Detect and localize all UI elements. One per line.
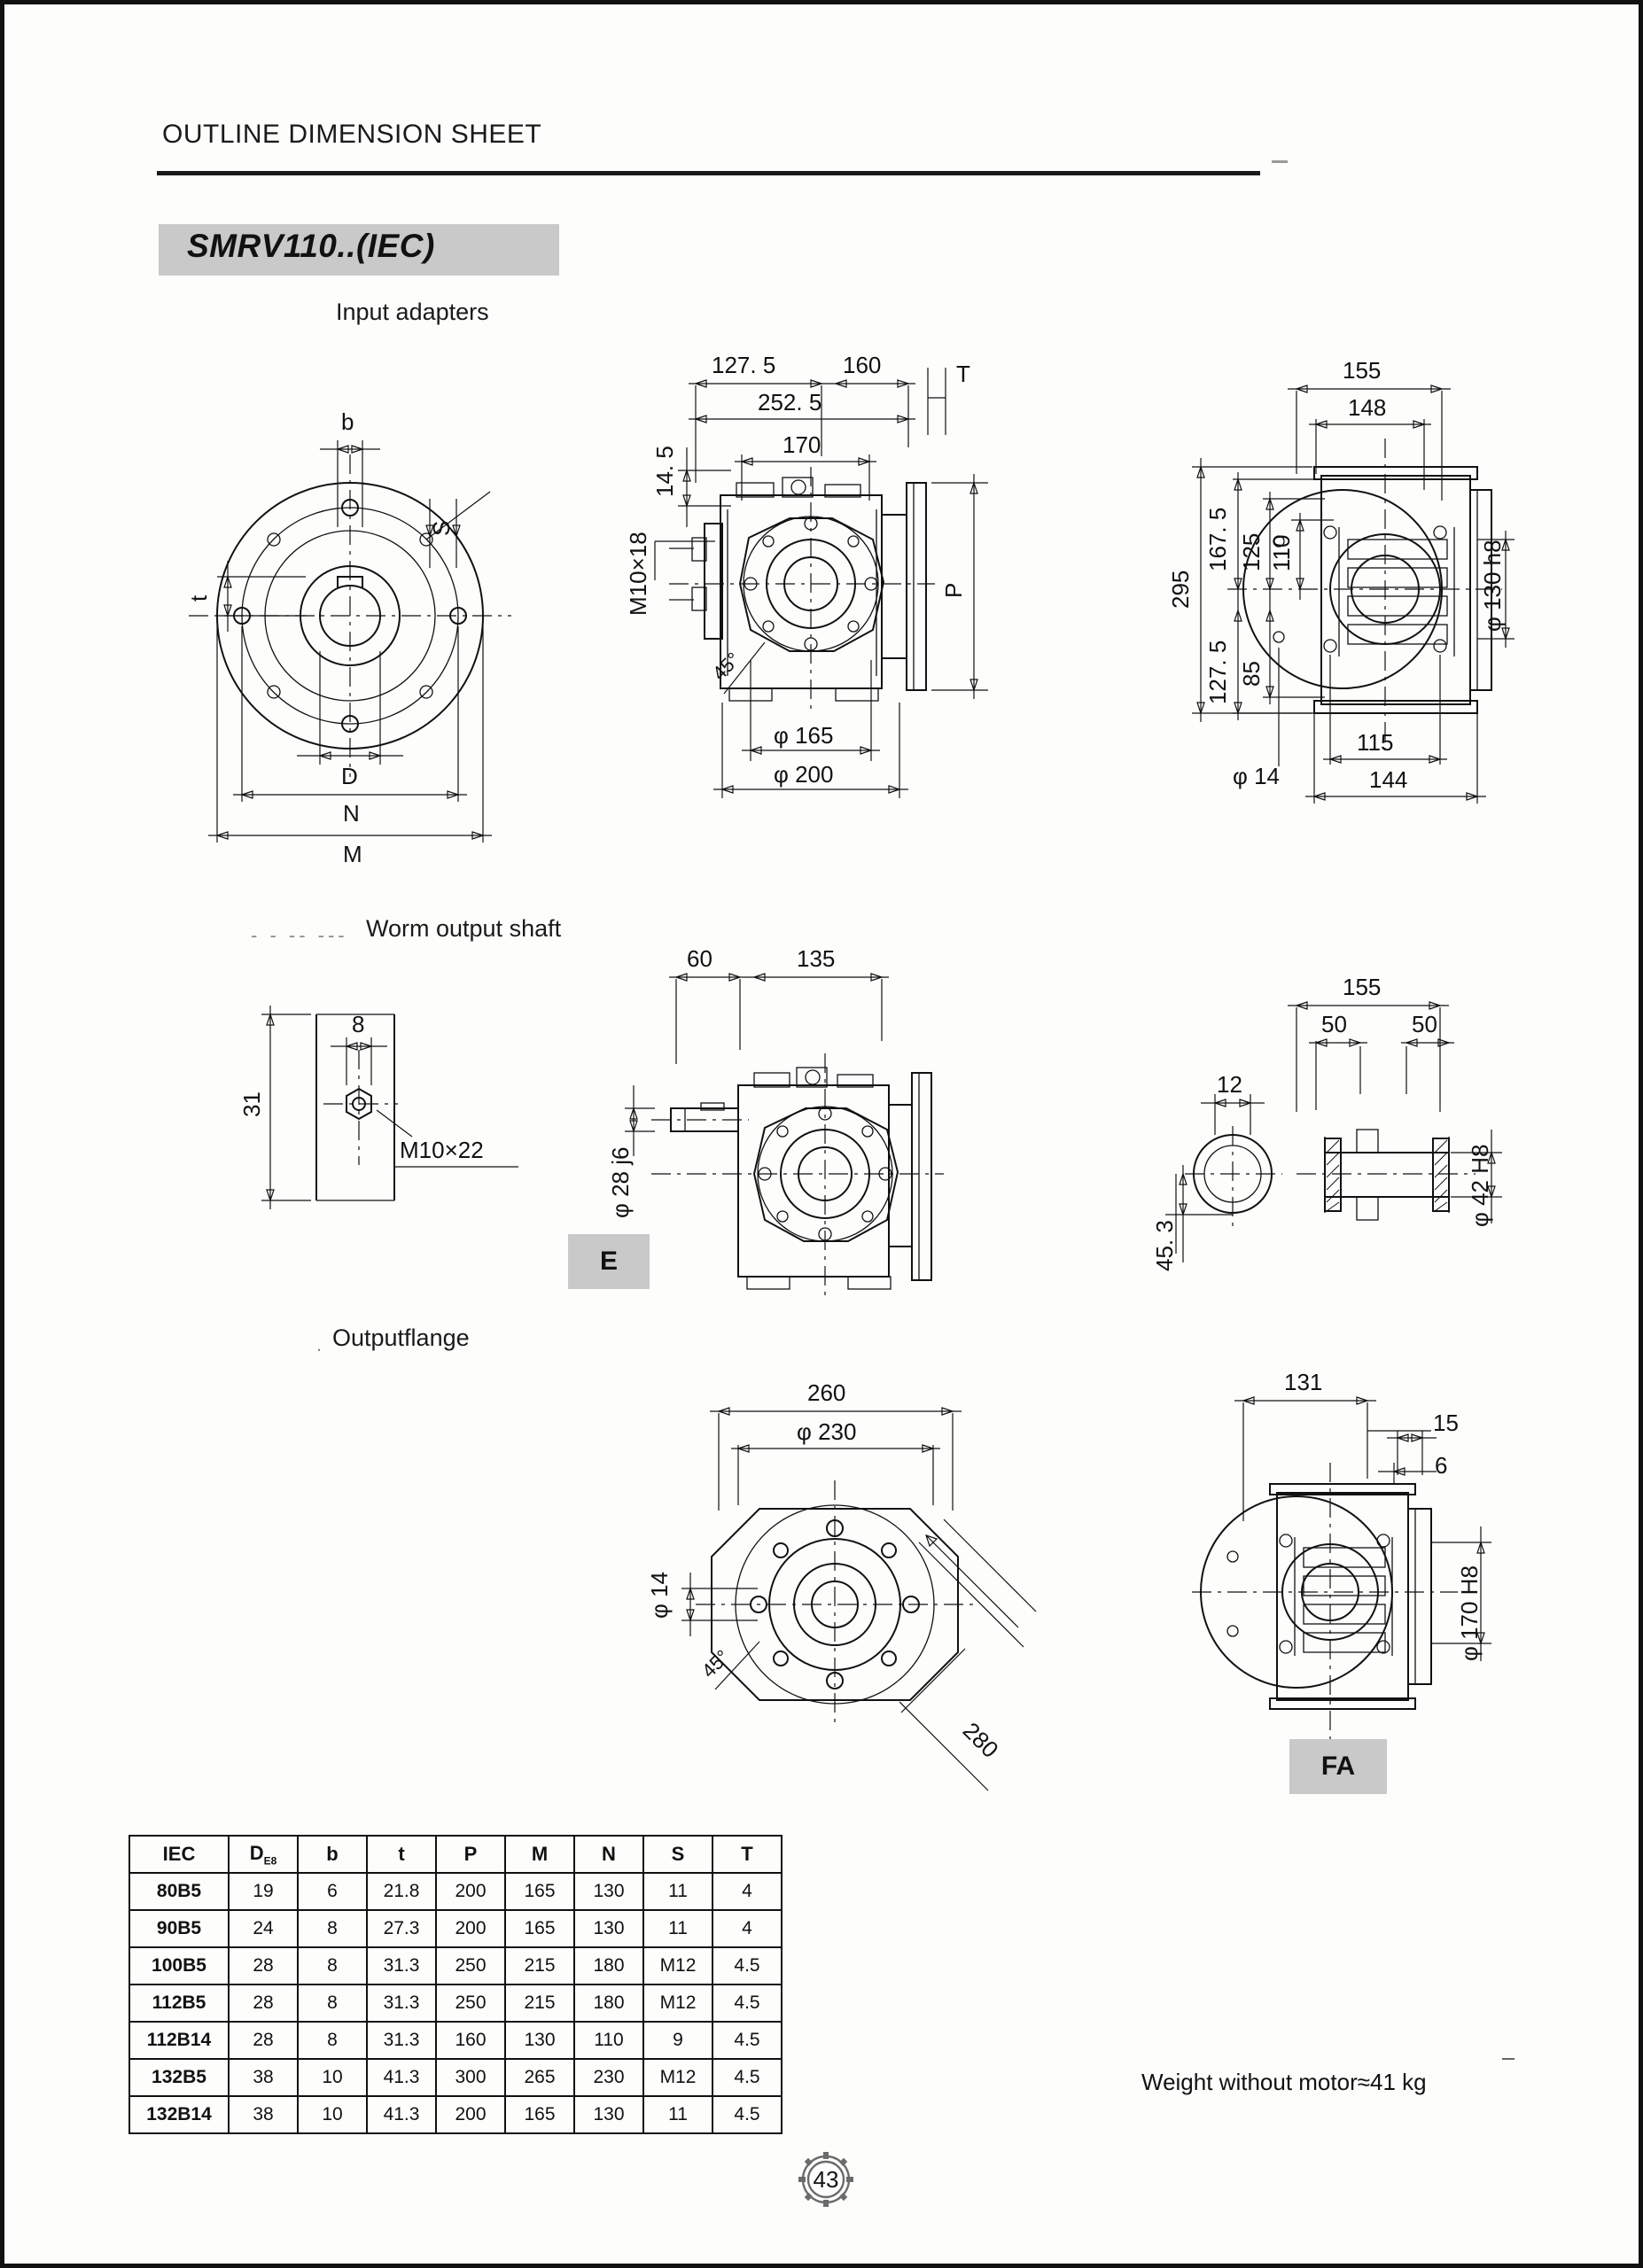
cell-m: 130 (505, 2022, 574, 2059)
svg-text:252. 5: 252. 5 (758, 389, 822, 416)
cell-t2: 4 (712, 1910, 782, 1947)
svg-text:167. 5: 167. 5 (1204, 507, 1231, 571)
svg-text:110: 110 (1268, 534, 1295, 571)
cell-p: 160 (436, 2022, 505, 2059)
table-row (129, 1873, 782, 1910)
cell-s: M12 (643, 1947, 712, 1984)
svg-text:127. 5: 127. 5 (1204, 640, 1231, 704)
svg-text:155: 155 (1343, 357, 1382, 384)
cell-t2: 4.5 (712, 2059, 782, 2096)
col-d-label: D (249, 1841, 264, 1864)
cell-d: 28 (229, 2022, 298, 2059)
section-label-worm-output-shaft: Worm output shaft (366, 915, 562, 942)
svg-text:D: D (341, 763, 358, 789)
svg-text:S: S (428, 520, 455, 536)
table-header-row (129, 1836, 782, 1873)
cell-t: 31.3 (367, 1984, 436, 2022)
svg-text:12: 12 (1217, 1071, 1242, 1098)
header-rule-small (1272, 160, 1288, 163)
cell-s: 11 (643, 2096, 712, 2133)
cell-iec: 90B5 (129, 1910, 229, 1947)
cell-t: 27.3 (367, 1910, 436, 1947)
svg-text:160: 160 (843, 352, 882, 378)
cell-m: 215 (505, 1984, 574, 2022)
cell-d: 28 (229, 1947, 298, 1984)
col-b: b (298, 1836, 367, 1873)
cell-iec: 132B14 (129, 2096, 229, 2133)
svg-text:131: 131 (1284, 1369, 1323, 1395)
cell-s: M12 (643, 1984, 712, 2022)
svg-text:115: 115 (1357, 729, 1394, 756)
cell-m: 165 (505, 1910, 574, 1947)
svg-text:8: 8 (352, 1011, 365, 1037)
cell-d: 28 (229, 1984, 298, 2022)
svg-text:125: 125 (1238, 532, 1265, 571)
svg-text:φ 14: φ 14 (646, 1571, 673, 1619)
cell-s: M12 (643, 2059, 712, 2096)
svg-text:135: 135 (797, 945, 836, 972)
svg-text:45. 3: 45. 3 (1151, 1220, 1178, 1271)
cell-t: 41.3 (367, 2096, 436, 2133)
page-inner (4, 4, 1639, 2264)
cell-t2: 4.5 (712, 1984, 782, 2022)
cell-d: 38 (229, 2096, 298, 2133)
svg-text:144: 144 (1369, 766, 1408, 793)
drawing-output-flange-front (572, 1360, 1068, 1821)
cell-t2: 4.5 (712, 2022, 782, 2059)
svg-text:170: 170 (783, 431, 822, 458)
svg-text:M: M (343, 841, 362, 867)
leader-dots-2: . (316, 1333, 326, 1355)
leader-dots-1: - - -- --- (251, 924, 348, 946)
svg-text:φ 130 h8: φ 130 h8 (1479, 540, 1506, 632)
model-name: SMRV110..(IEC) (187, 228, 435, 264)
cell-b: 8 (298, 1947, 367, 1984)
svg-text:P: P (940, 582, 967, 598)
cell-m: 165 (505, 2096, 574, 2133)
table-row (129, 2096, 782, 2133)
svg-text:M10×22: M10×22 (400, 1137, 484, 1163)
drawing-worm-keyway (235, 997, 554, 1245)
header-rule (157, 171, 1260, 175)
cell-b: 10 (298, 2096, 367, 2133)
table-row (129, 1910, 782, 1947)
cell-p: 200 (436, 1910, 505, 1947)
cell-t2: 4 (712, 1873, 782, 1910)
cell-d: 19 (229, 1873, 298, 1910)
section-label-output-flange: Outputflange (332, 1324, 470, 1351)
col-iec: IEC (129, 1836, 229, 1873)
table-row (129, 2059, 782, 2096)
svg-text:φ 170 H8: φ 170 H8 (1456, 1565, 1483, 1661)
svg-text:155: 155 (1343, 974, 1382, 1000)
cell-b: 6 (298, 1873, 367, 1910)
cell-m: 265 (505, 2059, 574, 2096)
weight-note-tick (1502, 2058, 1515, 2060)
cell-p: 200 (436, 1873, 505, 1910)
cell-t: 31.3 (367, 2022, 436, 2059)
cell-b: 10 (298, 2059, 367, 2096)
svg-text:260: 260 (807, 1379, 846, 1406)
cell-p: 300 (436, 2059, 505, 2096)
svg-text:φ 28 j6: φ 28 j6 (607, 1146, 634, 1218)
drawing-input-flange-face (164, 394, 536, 867)
svg-text:φ 200: φ 200 (774, 761, 834, 788)
cell-d: 38 (229, 2059, 298, 2096)
cell-t2: 4.5 (712, 1947, 782, 1984)
table-row (129, 1947, 782, 1984)
cell-iec: 100B5 (129, 1947, 229, 1984)
cell-t: 41.3 (367, 2059, 436, 2096)
cell-iec: 80B5 (129, 1873, 229, 1910)
cell-d: 24 (229, 1910, 298, 1947)
svg-text:φ 42 H8: φ 42 H8 (1467, 1144, 1493, 1227)
cell-iec: 112B14 (129, 2022, 229, 2059)
cell-p: 250 (436, 1947, 505, 1984)
table-row (129, 2022, 782, 2059)
svg-text:φ 14: φ 14 (1233, 763, 1281, 789)
page-number: 43 (813, 2165, 839, 2193)
svg-text:14. 5: 14. 5 (651, 446, 678, 497)
svg-text:T: T (956, 361, 970, 387)
cell-iec: 112B5 (129, 1984, 229, 2022)
col-s: S (643, 1836, 712, 1873)
svg-text:127. 5: 127. 5 (712, 352, 776, 378)
cell-iec: 132B5 (129, 2059, 229, 2096)
drawing-worm-front-view (607, 944, 1059, 1307)
cell-b: 8 (298, 1910, 367, 1947)
svg-text:50: 50 (1412, 1011, 1437, 1037)
cell-n: 180 (574, 1984, 643, 2022)
drawing-input-front-view (616, 350, 1059, 864)
svg-text:45°: 45° (697, 1645, 735, 1682)
svg-text:φ 230: φ 230 (797, 1418, 857, 1445)
page-title: OUTLINE DIMENSION SHEET (162, 120, 542, 149)
cell-n: 130 (574, 1873, 643, 1910)
cell-s: 11 (643, 1910, 712, 1947)
svg-text:50: 50 (1321, 1011, 1347, 1037)
col-m: M (505, 1836, 574, 1873)
cell-n: 130 (574, 2096, 643, 2133)
drawing-input-side-view (1059, 350, 1520, 864)
table-row (129, 1984, 782, 2022)
svg-text:6: 6 (1435, 1452, 1448, 1479)
col-t: t (367, 1836, 436, 1873)
tag-output-flange: FA (1289, 1739, 1387, 1794)
svg-text:31: 31 (238, 1091, 265, 1117)
cell-s: 11 (643, 1873, 712, 1910)
cell-n: 180 (574, 1947, 643, 1984)
svg-text:148: 148 (1348, 394, 1387, 421)
cell-n: 110 (574, 2022, 643, 2059)
svg-text:45°: 45° (707, 648, 745, 685)
svg-text:t: t (185, 594, 212, 602)
svg-text:60: 60 (687, 945, 712, 972)
cell-n: 130 (574, 1910, 643, 1947)
weight-note: Weight without motor≈41 kg (1141, 2069, 1427, 2095)
svg-text:15: 15 (1433, 1410, 1459, 1436)
col-t2: T (712, 1836, 782, 1873)
svg-text:85: 85 (1238, 661, 1265, 687)
page-number-badge (795, 2148, 857, 2210)
col-d-sub: E8 (263, 1854, 277, 1868)
cell-b: 8 (298, 1984, 367, 2022)
dimension-table (128, 1835, 783, 2134)
cell-n: 230 (574, 2059, 643, 2096)
drawing-worm-side-view (1059, 961, 1520, 1307)
cell-b: 8 (298, 2022, 367, 2059)
cell-p: 250 (436, 1984, 505, 2022)
cell-p: 200 (436, 2096, 505, 2133)
drawing-output-flange-side (1165, 1360, 1538, 1803)
svg-text:M10×18: M10×18 (625, 532, 651, 616)
svg-text:φ 165: φ 165 (774, 722, 834, 749)
col-p: P (436, 1836, 505, 1873)
svg-text:N: N (343, 800, 360, 827)
cell-m: 165 (505, 1873, 574, 1910)
section-label-input-adapters: Input adapters (336, 299, 489, 325)
svg-text:280: 280 (957, 1717, 1004, 1763)
cell-t2: 4.5 (712, 2096, 782, 2133)
col-d (229, 1836, 298, 1873)
svg-text:295: 295 (1167, 570, 1194, 609)
svg-text:b: b (341, 408, 354, 435)
col-n: N (574, 1836, 643, 1873)
cell-t: 31.3 (367, 1947, 436, 1984)
cell-m: 215 (505, 1947, 574, 1984)
tag-worm-shaft: E (568, 1234, 650, 1289)
cell-t: 21.8 (367, 1873, 436, 1910)
cell-s: 9 (643, 2022, 712, 2059)
